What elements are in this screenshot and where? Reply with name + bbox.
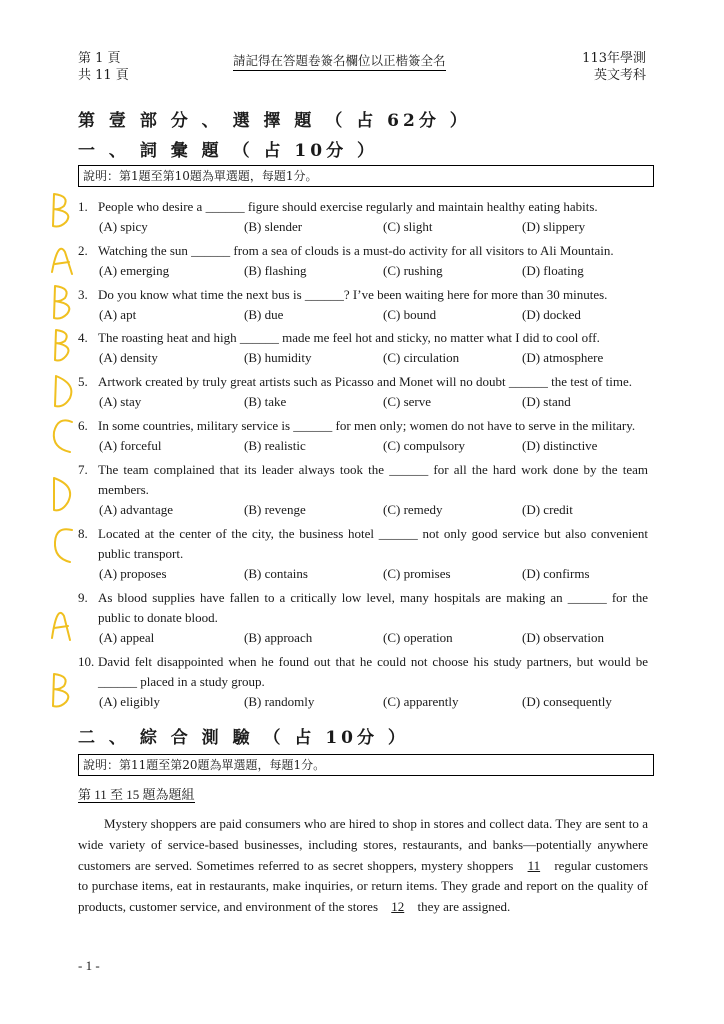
option-d: (D) credit — [522, 502, 573, 517]
question-4 — [78, 328, 648, 368]
page-indicator — [78, 50, 129, 84]
handwritten-mark-1 — [53, 194, 68, 227]
option-b: (B) revenge — [244, 502, 306, 517]
handwritten-mark-2 — [52, 249, 72, 274]
question-stem: People who desire a ______ figure should exercise regularly and maintain healthy eating habits. — [98, 199, 598, 214]
option-b: (B) take — [244, 394, 287, 409]
question-stem: Located at the center of the city, the business hotel ______ not only good service but also convenient public transport. — [98, 526, 648, 561]
option-b: (B) realistic — [244, 438, 306, 453]
option-d: (D) distinctive — [522, 438, 598, 453]
option-d: (D) docked — [522, 307, 581, 322]
part1-title: 第 壹 部 分 、 選 擇 題 （ 占 62分 ） — [78, 111, 471, 131]
option-b: (B) randomly — [244, 694, 315, 709]
option-a: (A) stay — [99, 394, 142, 409]
option-b: (B) approach — [244, 630, 313, 645]
option-a: (A) advantage — [99, 502, 173, 517]
group-heading: 第 11 至 15 題為題組 — [78, 787, 195, 802]
handwritten-mark-4 — [55, 330, 68, 361]
option-c: (C) slight — [383, 219, 433, 234]
option-b: (B) flashing — [244, 263, 307, 278]
exam-year: 113年學測 — [582, 51, 646, 66]
option-a: (A) proposes — [99, 566, 167, 581]
section2-title: 二 、 綜 合 測 驗 （ 占 10分 ） — [78, 728, 409, 748]
total-pages-line: 共 11 頁 — [78, 68, 129, 83]
option-c: (C) promises — [383, 566, 451, 581]
question-1 — [78, 197, 648, 237]
question-8 — [78, 524, 648, 584]
question-number: 10. — [78, 654, 95, 669]
question-number: 5. — [78, 374, 88, 389]
option-d: (D) atmosphere — [522, 350, 604, 365]
option-a: (A) density — [99, 350, 158, 365]
option-c: (C) compulsory — [383, 438, 465, 453]
exam-info — [582, 50, 646, 84]
question-number: 6. — [78, 418, 88, 433]
cloze-passage — [78, 814, 648, 918]
handwritten-mark-6 — [54, 420, 72, 452]
page-number: - 1 - — [78, 958, 100, 973]
question-stem: The roasting heat and high ______ made me feel hot and sticky, no matter what I did to cool off. — [98, 330, 600, 345]
section1-instructions: 說明：第1題至第10題為單選題，每題1分。 — [78, 165, 654, 187]
question-2 — [78, 241, 648, 281]
handwritten-mark-8 — [55, 529, 72, 562]
handwritten-mark-5 — [55, 376, 71, 406]
option-a: (A) appeal — [99, 630, 155, 645]
blank-11: 11 — [527, 857, 541, 873]
passage-text-b: regular customers to purchase items, eat in restaurants, make inquiries, or return items. They grade and report on the quality of products, customer service, and environment of the stores — [78, 857, 649, 915]
passage-text-a: Mystery shoppers are paid consumers who are hired to shop in stores and collect data. They are sent to a wide variety of service-based businesses, including stores, restaurants, and banks—potentially anywhere customers are served. Sometimes referred to as secret shoppers, mystery shoppers — [78, 816, 648, 873]
option-c: (C) apparently — [383, 694, 459, 709]
question-number: 2. — [78, 243, 88, 258]
option-c: (C) bound — [383, 307, 437, 322]
question-5 — [78, 372, 648, 412]
option-c: (C) serve — [383, 394, 432, 409]
option-a: (A) forceful — [99, 438, 162, 453]
option-b: (B) contains — [244, 566, 308, 581]
option-d: (D) observation — [522, 630, 604, 645]
question-6 — [78, 416, 648, 456]
question-7 — [78, 460, 648, 520]
option-c: (C) circulation — [383, 350, 460, 365]
question-stem: David felt disappointed when he found out that he could not choose his study partners, but would be ______ placed in a study group. — [98, 654, 648, 689]
section2-instructions: 說明：第11題至第20題為單選題，每題1分。 — [78, 754, 654, 776]
question-10 — [78, 652, 648, 712]
page-line: 第 1 頁 — [78, 51, 121, 66]
option-b: (B) slender — [244, 219, 303, 234]
question-number: 8. — [78, 526, 88, 541]
handwritten-mark-9 — [52, 613, 70, 640]
question-number: 3. — [78, 287, 88, 302]
exam-subject: 英文考科 — [593, 68, 646, 83]
question-number: 9. — [78, 590, 88, 605]
question-9 — [78, 588, 648, 648]
handwritten-mark-7 — [54, 478, 70, 510]
passage-text-c: they are assigned. — [417, 899, 511, 915]
question-stem: Artwork created by truly great artists such as Picasso and Monet will no doubt ______ the test of time. — [98, 374, 632, 389]
handwritten-mark-3 — [54, 286, 69, 319]
question-stem: Watching the sun ______ from a sea of clouds is a must-do activity for all visitors to Ali Mountain. — [98, 243, 614, 258]
option-b: (B) due — [244, 307, 284, 322]
signature-notice: 請記得在答題卷簽名欄位以正楷簽全名 — [233, 51, 446, 71]
option-b: (B) humidity — [244, 350, 312, 365]
question-stem: In some countries, military service is ______ for men only; women do not have to serve in the military. — [98, 418, 636, 433]
handwritten-mark-10 — [53, 674, 68, 707]
section1-title: 一 、 詞 彙 題 （ 占 10分 ） — [78, 141, 379, 161]
question-number: 7. — [78, 462, 88, 477]
option-d: (D) slippery — [522, 219, 586, 234]
question-number: 1. — [78, 199, 88, 214]
option-c: (C) remedy — [383, 502, 443, 517]
option-d: (D) floating — [522, 263, 584, 278]
question-stem: As blood supplies have fallen to a critically low level, many hospitals are making an ______ for the public to donate blood. — [98, 590, 648, 625]
option-a: (A) spicy — [99, 219, 148, 234]
handwritten-answers — [40, 190, 80, 710]
question-stem: Do you know what time the next bus is ______? I’ve been waiting here for more than 30 minutes. — [98, 287, 608, 302]
option-d: (D) consequently — [522, 694, 612, 709]
question-stem: The team complained that its leader always took the ______ for all the hard work done by the team members. — [98, 462, 648, 497]
option-c: (C) rushing — [383, 263, 443, 278]
option-c: (C) operation — [383, 630, 453, 645]
option-a: (A) apt — [99, 307, 137, 322]
option-a: (A) eligibly — [99, 694, 161, 709]
question-3 — [78, 285, 648, 325]
option-d: (D) confirms — [522, 566, 590, 581]
blank-12: 12 — [391, 899, 405, 915]
option-a: (A) emerging — [99, 263, 170, 278]
option-d: (D) stand — [522, 394, 571, 409]
question-number: 4. — [78, 330, 88, 345]
